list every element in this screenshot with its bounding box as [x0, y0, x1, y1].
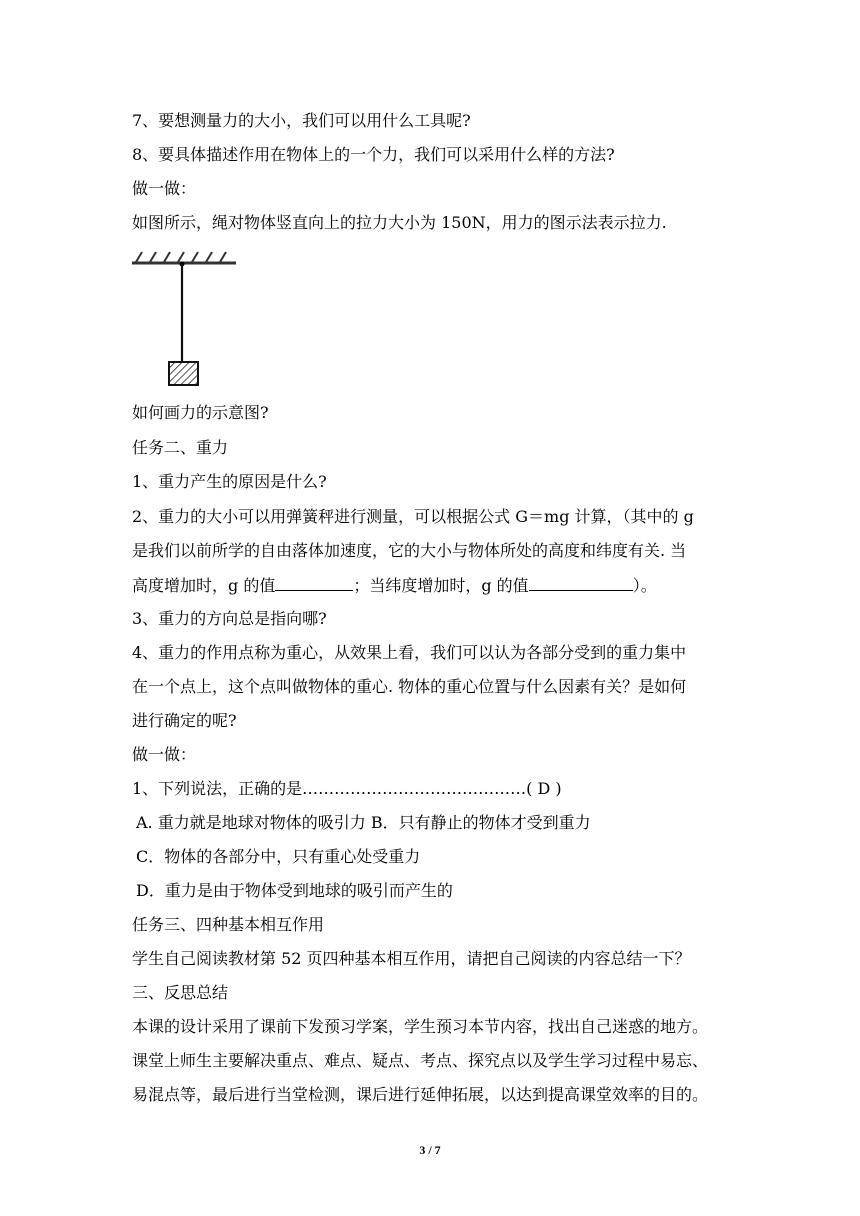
gravity-question-1: 1、重力产生的原因是什么?	[132, 472, 327, 491]
task-2-heading: 任务二、重力	[132, 438, 229, 457]
fill-in-text-2: ；当纬度增加时，g 的值	[353, 576, 529, 595]
fill-in-blank-latitude	[529, 575, 633, 591]
try-it-heading: 做一做：	[132, 179, 197, 198]
question-8: 8、要具体描述作用在物体上的一个力，我们可以采用什么样的方法?	[132, 145, 615, 164]
task-3-heading: 任务三、四种基本相互作用	[132, 915, 325, 934]
gravity-question-2-line-1: 2、重力的大小可以用弹簧秤进行测量，可以根据公式 G＝mg 计算，（其中的 g	[132, 507, 694, 526]
multiple-choice-question: 1、下列说法，正确的是……………………………………( D )	[132, 779, 562, 798]
fill-in-text-1: 高度增加时，g 的值	[132, 576, 276, 595]
option-d: D．重力是由于物体受到地球的吸引而产生的	[136, 881, 453, 900]
option-c: C．物体的各部分中，只有重心处受重力	[136, 847, 421, 866]
gravity-question-4-line-3: 进行确定的呢?	[132, 711, 237, 730]
summary-heading: 三、反思总结	[132, 983, 229, 1002]
hatched-block	[169, 362, 198, 385]
summary-line-3: 易混点等，最后进行当堂检测，课后进行延伸拓展，以达到提高课堂效率的目的。	[132, 1085, 709, 1104]
option-a-b: A. 重力就是地球对物体的吸引力 B．只有静止的物体才受到重力	[136, 813, 591, 832]
page-number: 3 / 7	[419, 1143, 441, 1157]
fill-in-text-3: ）。	[632, 576, 657, 595]
question-7: 7、要想测量力的大小，我们可以用什么工具呢?	[132, 111, 471, 130]
gravity-question-3: 3、重力的方向总是指向哪?	[132, 609, 327, 628]
gravity-question-4-line-2: 在一个点上，这个点叫做物体的重心. 物体的重心位置与什么因素有关？是如何	[132, 677, 687, 696]
ceiling-support	[132, 252, 236, 263]
try-it-heading-2: 做一做：	[132, 745, 197, 764]
gravity-question-2-line-3	[132, 575, 657, 596]
summary-line-1: 本课的设计采用了课前下发预习学案，学生预习本节内容，找出自己迷惑的地方。	[132, 1017, 709, 1036]
summary-line-2: 课堂上师生主要解决重点、难点、疑点、考点、探究点以及学生学习过程中易忘、	[132, 1051, 709, 1070]
fill-in-blank-height	[275, 575, 353, 591]
hanging-block-figure	[128, 246, 240, 392]
gravity-question-4-line-1: 4、重力的作用点称为重心，从效果上看，我们可以认为各部分受到的重力集中	[132, 643, 687, 662]
how-to-draw-question: 如何画力的示意图?	[132, 403, 269, 422]
task-3-text: 学生自己阅读教材第 52 页四种基本相互作用，请把自己阅读的内容总结一下？	[132, 949, 691, 968]
figure-prompt: 如图所示，绳对物体竖直向上的拉力大小为 150N，用力的图示法表示拉力.	[132, 213, 667, 232]
gravity-question-2-line-2: 是我们以前所学的自由落体加速度，它的大小与物体所处的高度和纬度有关. 当	[132, 541, 687, 560]
